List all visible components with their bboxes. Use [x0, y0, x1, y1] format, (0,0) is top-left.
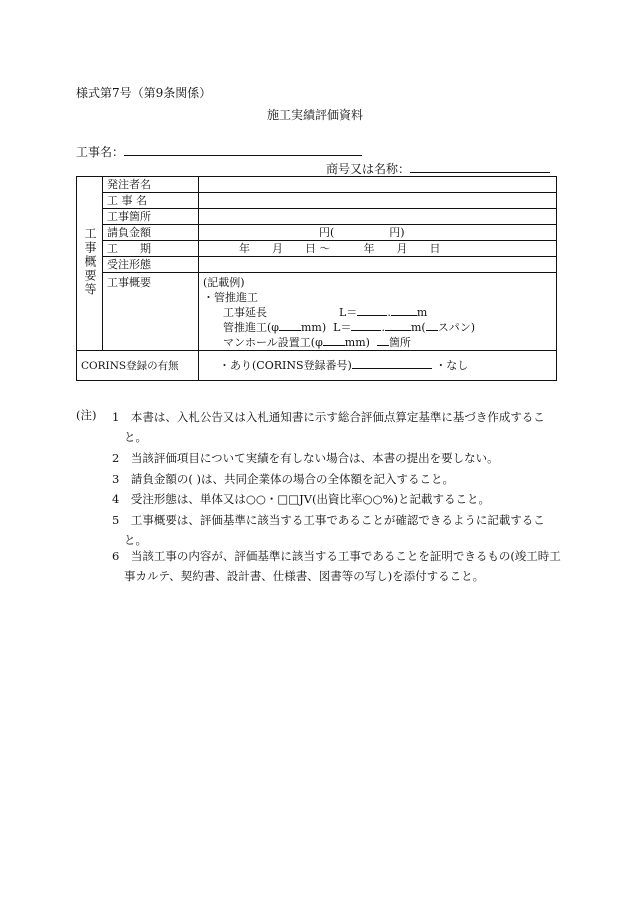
corins-number-underline: [352, 358, 432, 369]
note-item: 4 受注形態は、単体又は○○・□□JV(出資比率○○%)と記載すること。: [112, 492, 490, 506]
row-label-project-name: 工 事 名: [103, 193, 199, 209]
note-item: 3 請負金額の( )は、共同企業体の場合の全体額を記入すること。: [112, 472, 454, 486]
note-item: 5 工事概要は、評価基準に該当する工事であることが確認できるように記載すること。: [112, 513, 545, 547]
company-name-underline: [410, 162, 550, 173]
note-item: 2 当該評価項目について実績を有しない場合は、本書の提出を要しない。: [112, 451, 499, 465]
row-value-order-type[interactable]: [199, 257, 557, 273]
row-value-corins[interactable]: [199, 351, 557, 381]
row-value-overview[interactable]: [199, 273, 557, 351]
corins-no-option[interactable]: ・なし: [435, 359, 469, 372]
row-label-location: 工事箇所: [103, 209, 199, 225]
project-name-underline: [124, 145, 362, 156]
row-value-contract-amount[interactable]: 円( 円): [199, 225, 557, 241]
overview-pipe-line: 管推進工(φ mm) L＝ . m( スパン): [223, 321, 475, 334]
table-side-label: 工事概要等: [77, 177, 103, 351]
row-value-project-name[interactable]: [199, 193, 557, 209]
row-value-location[interactable]: [199, 209, 557, 225]
document-title: 施工実績評価資料: [267, 108, 364, 122]
company-name-field[interactable]: [326, 160, 550, 177]
row-value-period[interactable]: 年 月 日 ～ 年 月 日: [199, 241, 557, 257]
notes-head: (注): [76, 408, 97, 422]
overview-method: ・管推進工: [203, 291, 258, 304]
form-number: 様式第7号（第9条関係）: [76, 86, 212, 100]
overview-example: (記載例): [203, 276, 245, 289]
row-label-overview: 工事概要: [103, 273, 199, 351]
row-label-period: 工 期: [103, 241, 199, 257]
project-name-label: 工事名：: [76, 145, 125, 159]
row-label-client: 発注者名: [103, 177, 199, 193]
note-item: 1 本書は、入札公告又は入札通知書に示す総合評価点算定基準に基づき作成すること。: [112, 410, 545, 444]
company-name-label: 商号又は名称：: [326, 162, 411, 176]
note-item: 6 当該工事の内容が、評価基準に該当する工事であることを証明できるもの(竣工時工事カルテ、契約書、設計書、仕様書、図書等の写し)を添付すること。: [112, 549, 561, 583]
overview-manhole-line: マンホール設置工(φ mm) 箇所: [223, 336, 411, 349]
project-name-field[interactable]: [76, 143, 362, 160]
overview-length-line: 工事延長 L＝ . m: [223, 306, 428, 319]
row-label-corins: CORINS登録の有無: [77, 351, 199, 381]
row-label-order-type: 受注形態: [103, 257, 199, 273]
project-summary-table: [76, 176, 557, 381]
row-value-client[interactable]: [199, 177, 557, 193]
corins-yes-option[interactable]: ・あり(CORINS登録番号): [219, 359, 352, 372]
row-label-contract-amount: 請負金額: [103, 225, 199, 241]
